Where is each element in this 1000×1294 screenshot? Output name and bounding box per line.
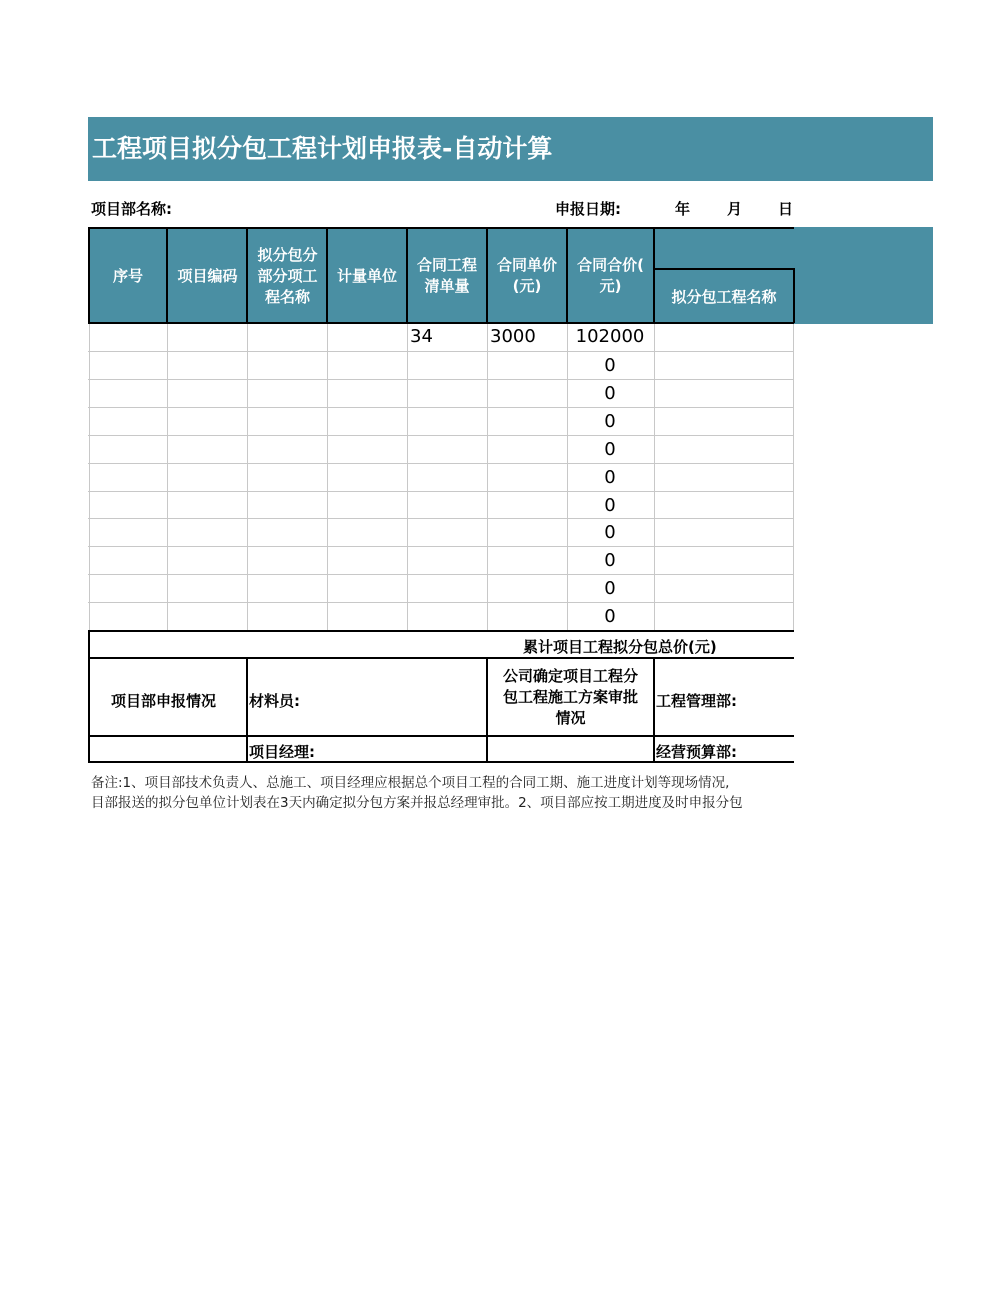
header-unit-price: [488, 229, 566, 323]
grid-row-line: [88, 435, 794, 436]
page-title: 工程项目拟分包工程计划申报表-自动计算: [92, 134, 553, 163]
header-qty-line1: 合同工程: [416, 256, 477, 274]
row2-total: 0: [604, 355, 616, 376]
grid-row-line: [88, 351, 794, 352]
border-h-c7: [653, 227, 655, 323]
date-year: 年: [675, 200, 691, 218]
border-h-c6: [566, 227, 568, 323]
border-header-top: [88, 227, 794, 229]
border-h-c2: [246, 227, 248, 323]
grid-row-line: [88, 574, 794, 575]
note-line2: 目部报送的拟分包单位计划表在3天内确定拟分包方案并报总经理审批。2、项目部应按工期进度及时申报分包: [91, 795, 743, 811]
grid-col-line: [89, 324, 90, 630]
border-footer-top: [88, 657, 794, 659]
border-h-c4: [406, 227, 408, 323]
header-unit-price-line1: 合同单价: [496, 256, 557, 274]
project-dept-label: 项目部名称:: [91, 200, 172, 218]
header-total-price-line1: 合同合价(: [577, 256, 644, 274]
dept-report-label: 项目部申报情况: [111, 692, 217, 710]
header-subproject-name-line2: 部分项工: [257, 266, 318, 285]
border-subheader: [655, 268, 794, 270]
border-f-c0: [88, 657, 90, 763]
border-f-c3: [653, 657, 655, 763]
grid-row-line: [88, 546, 794, 547]
header-qty: [408, 229, 486, 323]
row1-qty: 34: [410, 326, 433, 347]
header-unit-price-line2: (元): [512, 277, 542, 295]
grid-row-line: [88, 491, 794, 492]
border-h-c1: [166, 227, 168, 323]
grid-row-line: [88, 602, 794, 603]
grid-row-line: [88, 379, 794, 380]
approval-label-line2: 包工程施工方案审批: [502, 688, 638, 706]
border-f-c1: [246, 657, 248, 763]
row7-total: 0: [604, 495, 616, 516]
row6-total: 0: [604, 467, 616, 488]
border-h-c0: [88, 227, 90, 323]
header-subproject-name: [248, 229, 327, 323]
header-qty-line2: 清单量: [424, 277, 470, 295]
summary-label: 累计项目工程拟分包总价(元): [523, 638, 717, 656]
header-subproject-name-line3: 程名称: [264, 287, 310, 306]
grid-col-line: [247, 324, 248, 630]
border-summary-top: [88, 630, 794, 632]
header-total-price: [568, 229, 653, 323]
row11-total: 0: [604, 606, 616, 627]
row8-total: 0: [604, 522, 616, 543]
border-summary-left: [88, 630, 90, 658]
materials-label: 材料员:: [249, 692, 300, 710]
grid-col-line: [487, 324, 488, 630]
header-subcontract-name: 拟分包工程名称: [671, 287, 777, 306]
grid-row-line: [88, 518, 794, 519]
grid-row-line: [88, 463, 794, 464]
date-month: 月: [727, 200, 743, 218]
border-h-c8: [793, 268, 795, 323]
header-subproject-name-line1: 拟分包分: [257, 245, 318, 264]
row3-total: 0: [604, 383, 616, 404]
grid-col-line: [407, 324, 408, 630]
approval-label-line3: 情况: [555, 709, 586, 727]
row10-total: 0: [604, 578, 616, 599]
eng-mgmt-label: 工程管理部:: [656, 692, 737, 710]
border-h-c3: [326, 227, 328, 323]
row1-total: 102000: [575, 326, 645, 347]
budget-label: 经营预算部:: [656, 743, 737, 761]
row9-total: 0: [604, 550, 616, 571]
row5-total: 0: [604, 439, 616, 460]
header-seq: 序号: [112, 266, 143, 285]
title-banner: [88, 117, 933, 181]
border-footer-mid: [88, 735, 794, 737]
header-total-price-line2: 元): [599, 277, 622, 295]
report-date-label: 申报日期:: [555, 200, 621, 218]
grid-row-line: [88, 407, 794, 408]
note-line1: 备注:1、项目部技术负责人、总施工、项目经理应根据总个项目工程的合同工期、施工进度计划等现场情况,: [91, 775, 730, 791]
border-header-bottom: [88, 322, 794, 324]
row4-total: 0: [604, 411, 616, 432]
row1-unit-price: 3000: [490, 326, 536, 347]
date-day: 日: [778, 200, 794, 218]
grid-col-line: [654, 324, 655, 630]
grid-col-line: [327, 324, 328, 630]
approval-label-line1: 公司确定项目工程分: [502, 667, 638, 685]
grid-col-line: [793, 324, 794, 630]
grid-col-line: [167, 324, 168, 630]
header-code: 项目编码: [177, 266, 238, 285]
approval-label: [488, 666, 653, 729]
border-h-c5: [486, 227, 488, 323]
pm-label: 项目经理:: [249, 743, 315, 761]
header-unit: 计量单位: [336, 266, 397, 285]
